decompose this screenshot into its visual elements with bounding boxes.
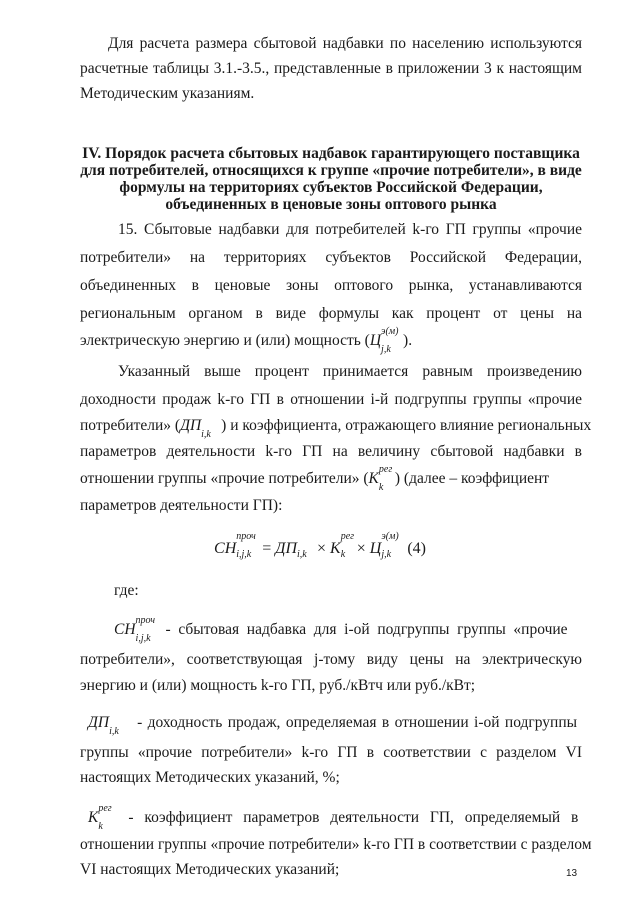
sn-symbol: СН проч i,j,k: [214, 531, 256, 560]
p15-line-4: региональным органом в виде формулы как процент от цены на: [80, 305, 582, 322]
section-heading: [80, 145, 582, 213]
page-number: 13: [566, 868, 578, 879]
heading-line-2: для потребителей, относящихся к группе «прочие потребители», в виде: [80, 162, 582, 179]
def2-line-1: ДП i,k - доходность продаж, определяемая в отношении i-ой подгруппы: [88, 714, 578, 737]
p15-line-1: 15. Сбытовые надбавки для потребителей k-го ГП группы «прочие: [118, 221, 582, 238]
def1-line-2: потребители», соответствующая j-тому виду цены на электрическую: [80, 651, 582, 668]
def2-line-2: группы «прочие потребители» k-го ГП в соответствии с разделом VI: [80, 744, 582, 761]
dp-symbol-def: ДП i,k: [88, 714, 119, 737]
def1-line-1: СН проч i,j,k - сбытовая надбавка для i-ой подгруппы группы «прочие: [114, 615, 568, 644]
heading-line-3: формулы на территориях субъектов Российской Федерации,: [119, 179, 543, 196]
formula-number: (4): [407, 540, 426, 557]
def3-line-2: отношении группы «прочие потребители» k-го ГП в соответствии с разделом: [80, 836, 592, 853]
pind-line-3: потребители» (ДП i,k ) и коэффициента, отражающего влияние региональных: [80, 417, 592, 440]
k-symbol: K рег k: [330, 531, 355, 560]
k-symbol-inline: K рег k: [368, 464, 393, 493]
p15-line-5-text: электрическую энергию и (или) мощность (: [80, 332, 370, 349]
def3-line-1: K рег k - коэффициент параметров деятельности ГП, определяемый в: [88, 803, 579, 832]
intro-line-3: Методическим указаниям.: [80, 85, 255, 102]
c-symbol: Ц э(м) j,k: [369, 531, 399, 560]
c-symbol-inline: Ц э(м) j,k: [369, 326, 399, 355]
dp-symbol: ДП i,k: [275, 540, 307, 560]
def1-line-3: энергию и (или) мощность k-го ГП, руб./кВтч или руб./кВт;: [80, 677, 476, 694]
formula-4: СН проч i,j,k = ДП i,k × K рег k × Ц э(м) j,k (4): [214, 531, 426, 560]
heading-line-4: объединенных в ценовые зоны оптового рынка: [165, 196, 497, 213]
p15-line-2: потребители» на территориях субъектов Российской Федерации,: [80, 249, 582, 266]
def2-line-3: настоящих Методических указаний, %;: [80, 769, 340, 786]
p15-line-5: [80, 326, 582, 355]
p15-line-5-end: ).: [403, 332, 413, 349]
def3-line-3: VI настоящих Методических указаний;: [80, 861, 340, 878]
where-label: где:: [114, 582, 139, 599]
heading-line-1: IV. Порядок расчета сбытовых надбавок гарантирующего поставщика: [82, 145, 580, 162]
pind-line-4: параметров деятельности k-го ГП на величину сбытовой надбавки в: [80, 443, 582, 460]
intro-line-2: расчетные таблицы 3.1.-3.5., представленные в приложении 3 к настоящим: [80, 60, 582, 77]
dp-symbol-inline: ДП i,k: [180, 417, 211, 440]
p15-line-3: объединенных в ценовые зоны оптового рынка, устанавливаются: [80, 277, 582, 294]
pind-line-5: отношении группы «прочие потребители» (K рег k ) (далее – коэффициент: [80, 464, 550, 493]
k-symbol-def: K рег k: [88, 803, 112, 832]
pind-line-1: Указанный выше процент принимается равным произведению: [118, 363, 582, 380]
sn-symbol-def: СН проч i,j,k: [114, 615, 156, 644]
pind-line-6: параметров деятельности ГП):: [80, 497, 283, 514]
pind-line-2: доходности продаж k-го ГП в отношении i-й подгруппы группы «прочие: [80, 391, 582, 408]
intro-line-1: Для расчета размера сбытовой надбавки по населению используются: [108, 35, 582, 52]
